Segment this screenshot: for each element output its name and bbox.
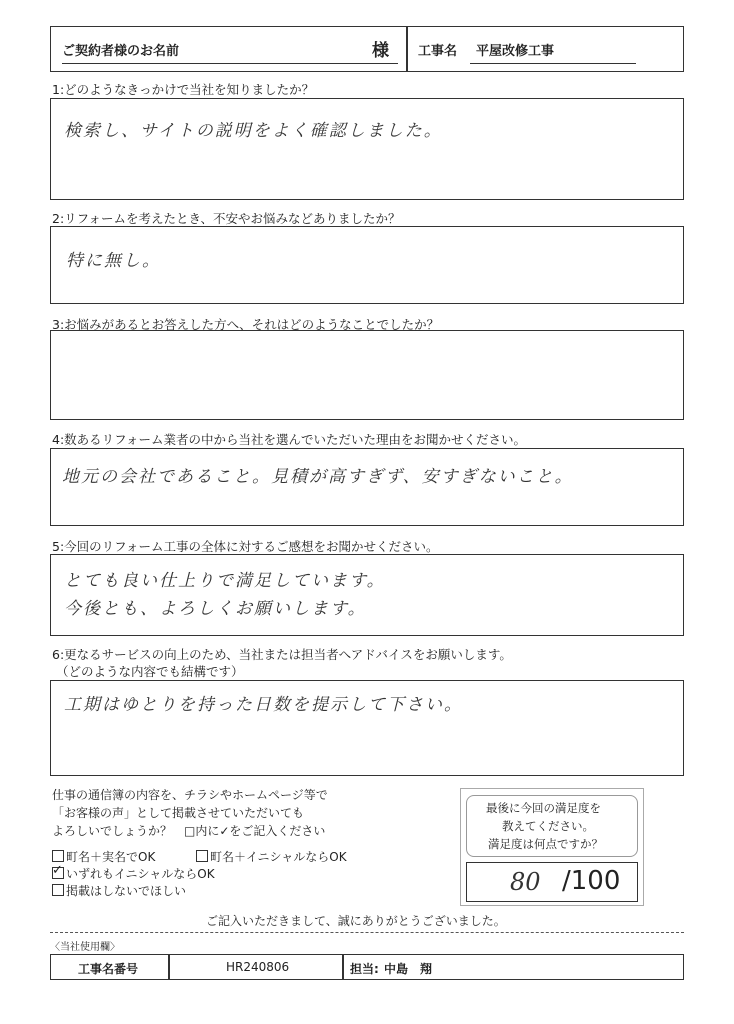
answer-5-line-2: 今後とも、よろしくお願いします。 xyxy=(64,599,367,619)
satisfaction-line-1: 最後に今回の満足度を xyxy=(486,801,601,815)
answer-1-line-1: 検索し、サイトの説明をよく確認しました。 xyxy=(64,121,443,141)
option-3-checkbox[interactable] xyxy=(52,867,64,879)
dashed-separator xyxy=(50,932,684,933)
option-4-checkbox[interactable] xyxy=(52,884,64,896)
answer-box-1 xyxy=(50,98,684,200)
option-3-label: いずれもイニシャルならOK xyxy=(66,867,215,881)
satisfaction-line-3: 満足度は何点ですか？ xyxy=(488,837,603,851)
name-underline xyxy=(62,63,398,64)
option-4[interactable] xyxy=(52,882,186,899)
option-1[interactable] xyxy=(52,848,155,865)
code-label: 工事名番号 xyxy=(78,962,139,976)
question-2: 2:リフォームを考えたとき、不安やお悩みなどありましたか？ xyxy=(52,211,401,226)
thanks-message: ご記入いただきまして、誠にありがとうございました。 xyxy=(206,914,506,928)
sama-label: 様 xyxy=(372,41,389,61)
project-underline xyxy=(470,63,636,64)
option-2-checkbox[interactable] xyxy=(196,850,208,862)
answer-2-line-1: 特に無し。 xyxy=(66,251,161,271)
score-max: /100 xyxy=(562,866,621,896)
option-2-label: 町名＋イニシャルならOK xyxy=(210,850,347,864)
option-3[interactable] xyxy=(52,865,215,882)
name-label: ご契約者様のお名前 xyxy=(62,44,180,59)
permission-line-2: 「お客様の声」として掲載させていただいても xyxy=(52,806,305,820)
option-1-checkbox[interactable] xyxy=(52,850,64,862)
permission-line-1: 仕事の通信簿の内容を、チラシやホームページ等で xyxy=(52,788,328,802)
office-use-label: 〈当社使用欄〉 xyxy=(50,942,120,953)
question-1: 1:どのようなきっかけで当社を知りましたか？ xyxy=(52,82,315,97)
project-label: 工事名 xyxy=(418,44,458,59)
satisfaction-line-2: 教えてください。 xyxy=(502,819,594,833)
staff-name: 中島 翔 xyxy=(384,962,433,976)
answer-4-line-1: 地元の会社であること。見積が高すぎず、安すぎないこと。 xyxy=(62,467,574,487)
score-value: 80 xyxy=(510,868,541,896)
question-4: 4:数あるリフォーム業者の中から当社を選んでいただいた理由をお聞かせください。 xyxy=(52,432,527,447)
answer-box-4 xyxy=(50,448,684,526)
question-6: 6:更なるサービスの向上のため、当社または担当者へアドバイスをお願いします。 xyxy=(52,647,512,662)
option-1-label: 町名＋実名でOK xyxy=(66,850,156,864)
permission-line-3: よろしいでしょうか？ □内に✓をご記入ください xyxy=(52,824,326,838)
question-5: 5:今回のリフォーム工事の全体に対するご感想をお聞かせください。 xyxy=(52,539,439,554)
staff-label: 担当: xyxy=(350,962,379,976)
header-divider xyxy=(406,26,408,72)
question-3: 3:お悩みがあるとお答えした方へ、それはどのようなことでしたか？ xyxy=(52,317,440,332)
question-6-sub: （どのような内容でも結構です） xyxy=(56,664,244,679)
project-name: 平屋改修工事 xyxy=(476,44,555,59)
office-divider-1 xyxy=(168,954,170,980)
code-value: HR240806 xyxy=(226,960,290,974)
option-2[interactable] xyxy=(196,848,347,865)
office-divider-2 xyxy=(342,954,344,980)
answer-5-line-1: とても良い仕上りで満足しています。 xyxy=(64,571,386,591)
answer-box-3 xyxy=(50,330,684,420)
answer-6-line-1: 工期はゆとりを持った日数を提示して下さい。 xyxy=(64,695,463,715)
option-4-label: 掲載はしないでほしい xyxy=(66,884,187,898)
